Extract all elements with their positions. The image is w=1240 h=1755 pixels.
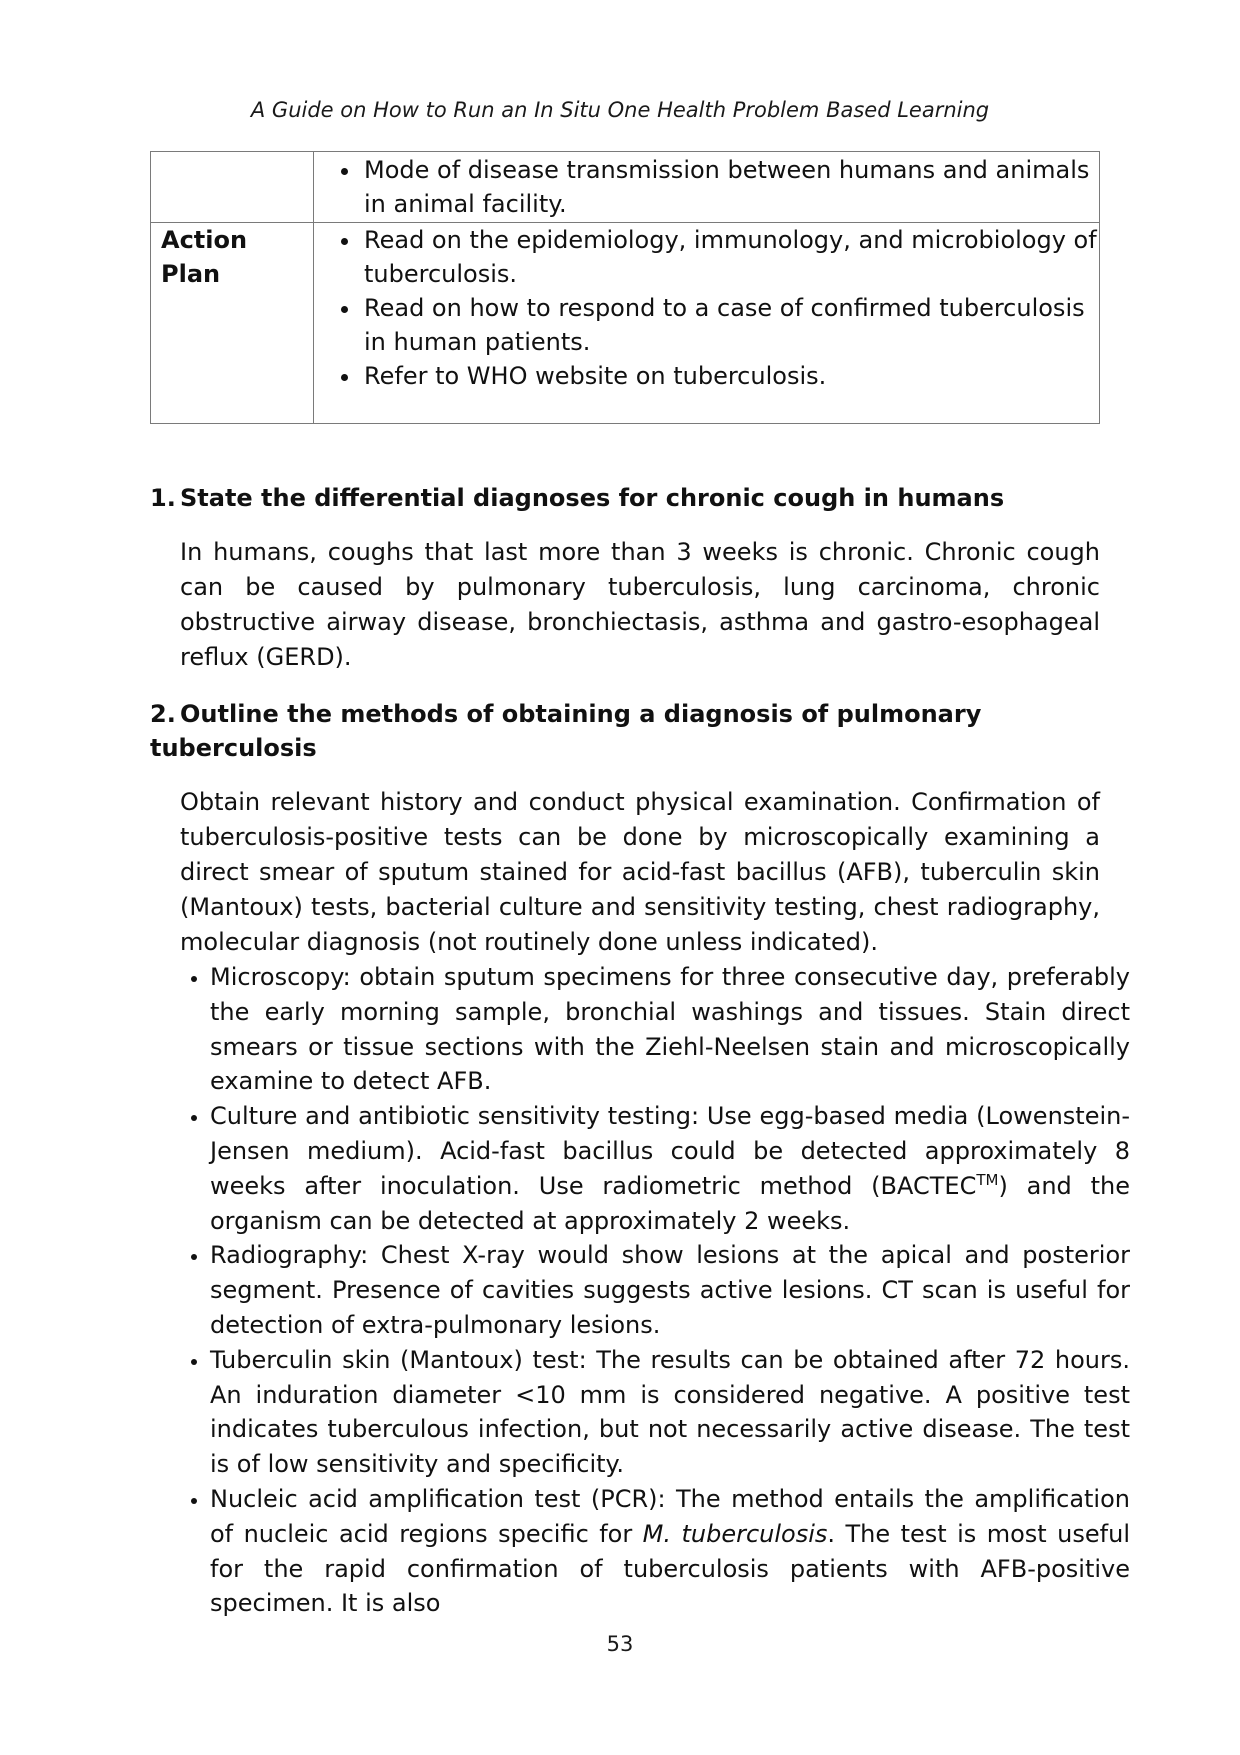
- culture-text: Culture and antibiotic sensitivity testing: Use egg-based media (Lowenstein-Jensen medium). Acid-fast bacillus could be detected approximately 8 weeks after inoculation. Use radiometric method (BACTEC: [210, 1102, 1130, 1200]
- section-diagnosis-methods: [150, 697, 1100, 960]
- table-row: [151, 152, 1100, 223]
- table-content-cell: [314, 152, 1100, 223]
- culture-text-end: ) and the organism can be detected at approximately 2 weeks.: [210, 1171, 1130, 1235]
- section-heading-text: State the differential diagnoses for chronic cough in humans: [180, 484, 1005, 512]
- list-item-radiography: • Radiography: Chest X-ray would show lesions at the apical and posterior segment. Presence of cavities suggests active lesions. CT scan is useful for detection of extra-pulmonary lesions.: [210, 1238, 1130, 1342]
- bullet-list: [314, 223, 1099, 423]
- list-item: • Mode of disease transmission between humans and animals in animal facility.: [362, 153, 1099, 221]
- list-item: • Read on how to respond to a case of confirmed tuberculosis in human patients.: [362, 291, 1099, 359]
- section-heading: [150, 697, 1100, 765]
- label-line: Action: [161, 226, 248, 254]
- label-line: Plan: [161, 260, 221, 288]
- action-plan-label: [151, 223, 314, 424]
- organism-name: M. tuberculosis: [642, 1519, 828, 1548]
- list-item-culture: [210, 1099, 1130, 1238]
- section-heading: [150, 481, 1100, 515]
- empty-label-cell: [151, 152, 314, 223]
- section-paragraph: Obtain relevant history and conduct physical examination. Confirmation of tuberculosis-positive tests can be done by microscopically examining a direct smear of sputum stained for acid-fast bacillus (AFB), tuberculin skin (Mantoux) tests, bacterial culture and sensitivity testing, chest radiography, molecular diagnosis (not routinely done unless indicated).: [180, 788, 1100, 956]
- section-number: 2.: [150, 700, 176, 728]
- list-item-pcr: [210, 1482, 1130, 1621]
- methods-list: [180, 960, 1130, 1621]
- list-item-tuberculin: • Tuberculin skin (Mantoux) test: The results can be obtained after 72 hours. An induration diameter <10 mm is considered negative. A positive test indicates tuberculous infection, but not necessarily active disease. The test is of low sensitivity and specificity.: [210, 1343, 1130, 1482]
- table-row: [151, 223, 1100, 424]
- section-differential-diagnoses: [150, 481, 1100, 675]
- table-content-cell: [314, 223, 1100, 424]
- bullet-list: [314, 152, 1099, 222]
- list-item-microscopy: • Microscopy: obtain sputum specimens for three consecutive day, preferably the early morning sample, bronchial washings and tissues. Stain direct smears or tissue sections with the Ziehl-Neelsen stain and microscopically examine to detect AFB.: [210, 960, 1130, 1099]
- running-header: A Guide on How to Run an In Situ One Health Problem Based Learning: [250, 98, 990, 122]
- pcr-text: Nucleic acid amplification test (PCR): The method entails the amplification of nucleic acid regions specific for: [210, 1484, 1130, 1548]
- section-paragraph: In humans, coughs that last more than 3 weeks is chronic. Chronic cough can be caused by pulmonary tuberculosis, lung carcinoma, chronic obstructive airway disease, bronchiectasis, asthma and gastro-esophageal reflux (GERD).: [180, 538, 1100, 671]
- section-number: 1.: [150, 484, 176, 512]
- list-item: • Refer to WHO website on tuberculosis.: [362, 359, 1099, 393]
- pcr-text-end: . The test is most useful for the rapid confirmation of tuberculosis patients with AFB-positive specimen. It is also: [210, 1519, 1130, 1618]
- page-number: 53: [606, 1632, 634, 1656]
- trademark-superscript: TM: [976, 1170, 999, 1189]
- list-item: • Read on the epidemiology, immunology, and microbiology of tuberculosis.: [362, 223, 1099, 291]
- section-heading-text: Outline the methods of obtaining a diagnosis of pulmonary tuberculosis: [150, 700, 982, 762]
- action-plan-table: [150, 151, 1100, 424]
